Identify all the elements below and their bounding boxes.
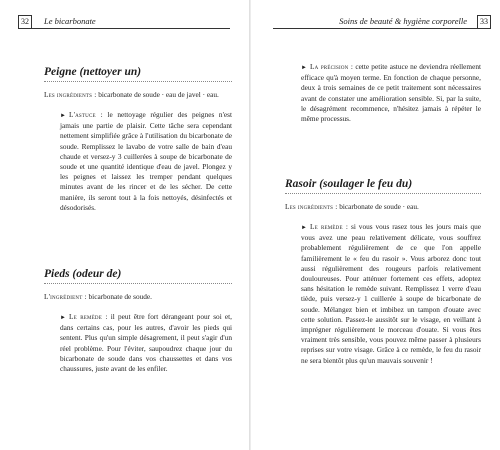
ingredients-line [44,90,232,100]
section-title: Rasoir (soulager le feu du) [285,178,481,194]
ingredients-text: bicarbonate de soude. [88,292,152,301]
running-header-right [273,15,491,29]
tip-paragraph [301,222,481,366]
running-head-title-right: Soins de beauté & hygiène corporelle [339,16,467,26]
tip-text: il peut être fort dérangeant pour soi et, dans certains cas, pour les autres, d'avoir les pieds qui sentent. Plus qu'un simple désagrement, il peut s'agir d'un réel problème. Pour l'éviter, saupoudrez chaque jour du bicarbonate de soude dans vos chaussettes et dans vos chaussures, juste avant de les enfiler. [60,312,232,374]
running-header-left [18,15,230,29]
ingredients-label: Les ingrédients : [285,202,338,211]
tip-text: cette petite astuce ne deviendra réellement efficace qu'à moyen terme. En fonction de chaque personne, deux à trois semaines de ce petit traitement sont nécessaires avant de constater une amélioration sensible. Si, par la suite, le désagrément recommence, n'hésitez jamais à répéter le même processus. [301,62,482,124]
tip-paragraph [60,110,232,213]
right-page [251,0,500,450]
bullet-arrow-icon: ► [60,315,66,321]
section-peigne [44,66,232,213]
ingredients-line [285,202,481,212]
page-number-right: 33 [477,15,491,28]
section-title: Pieds (odeur de) [44,268,232,284]
tip-paragraph [60,312,232,374]
tip-label: L'astuce : [68,110,103,119]
tip-label: Le remède : [68,312,108,321]
running-head-title-left: Le bicarbonate [44,16,96,26]
ingredients-line [44,292,232,302]
section-rasoir [285,178,481,366]
tip-text: si vous vous rasez tous les jours mais que vous avez une peau relativement délicate, vous souffrez probablement régulièrement de ce que l'on appelle familièrement le « feu du rasoir ». Vous arborez donc tout aussi régulièrement des rougeurs parfois relativement douloureuses. Pour atténuer fortement ces effets, adoptez sans hésitation le remède suivant. Remplissez 1 verre d'eau tiède, puis versez-y 1 cuillerée à soupe de bicarbonate de soude. Mélangez bien et imbibez un tampon d'ouate avec cette solution. Passez-le aussitôt sur le visage, en veillant à imprégner régulièrement le morceau d'ouate. Si vous êtes vraiment très sensible, vous pouvez même passer à plusieurs reprises sur votre visage. Grâce à ce remède, le feu du rasoir ne sera bientôt plus qu'un mauvais souvenir ! [301,222,481,365]
continued-paragraph-block [285,62,481,124]
page-number-left: 32 [18,15,32,28]
tip-paragraph [301,62,481,124]
bullet-arrow-icon: ► [60,113,66,119]
tip-label: Le remède : [309,222,349,231]
section-title: Peigne (nettoyer un) [44,66,232,82]
ingredients-label: Les ingrédients : [44,90,97,99]
bullet-arrow-icon: ► [301,65,307,71]
bullet-arrow-icon: ► [301,225,307,231]
tip-label: La précision : [309,62,354,71]
tip-text: le nettoyage régulier des peignes n'est jamais une partie de plaisir. Cette tâche sera cependant nettement simplifiée grâce à l'utilisation du bicarbonate de soude. Remplissez le lavabo de votre salle de bain d'eau chaude et versez-y 3 cuillerées à soupe de bicarbonate de soude et une quantité identique d'eau de javel. Plongez y les peignes et laissez les tremper pendant quelques minutes avant de les rincer et de les sécher. De cette manière, ils seront tout à la fois nettoyés, désinfectés et désodorisés. [60,110,233,212]
left-page [0,0,249,450]
ingredients-label: L'ingrédient : [44,292,87,301]
ingredients-text: bicarbonate de soude · eau. [339,202,419,211]
ingredients-text: bicarbonate de soude · eau de javel · eau. [98,90,219,99]
section-pieds [44,268,232,374]
